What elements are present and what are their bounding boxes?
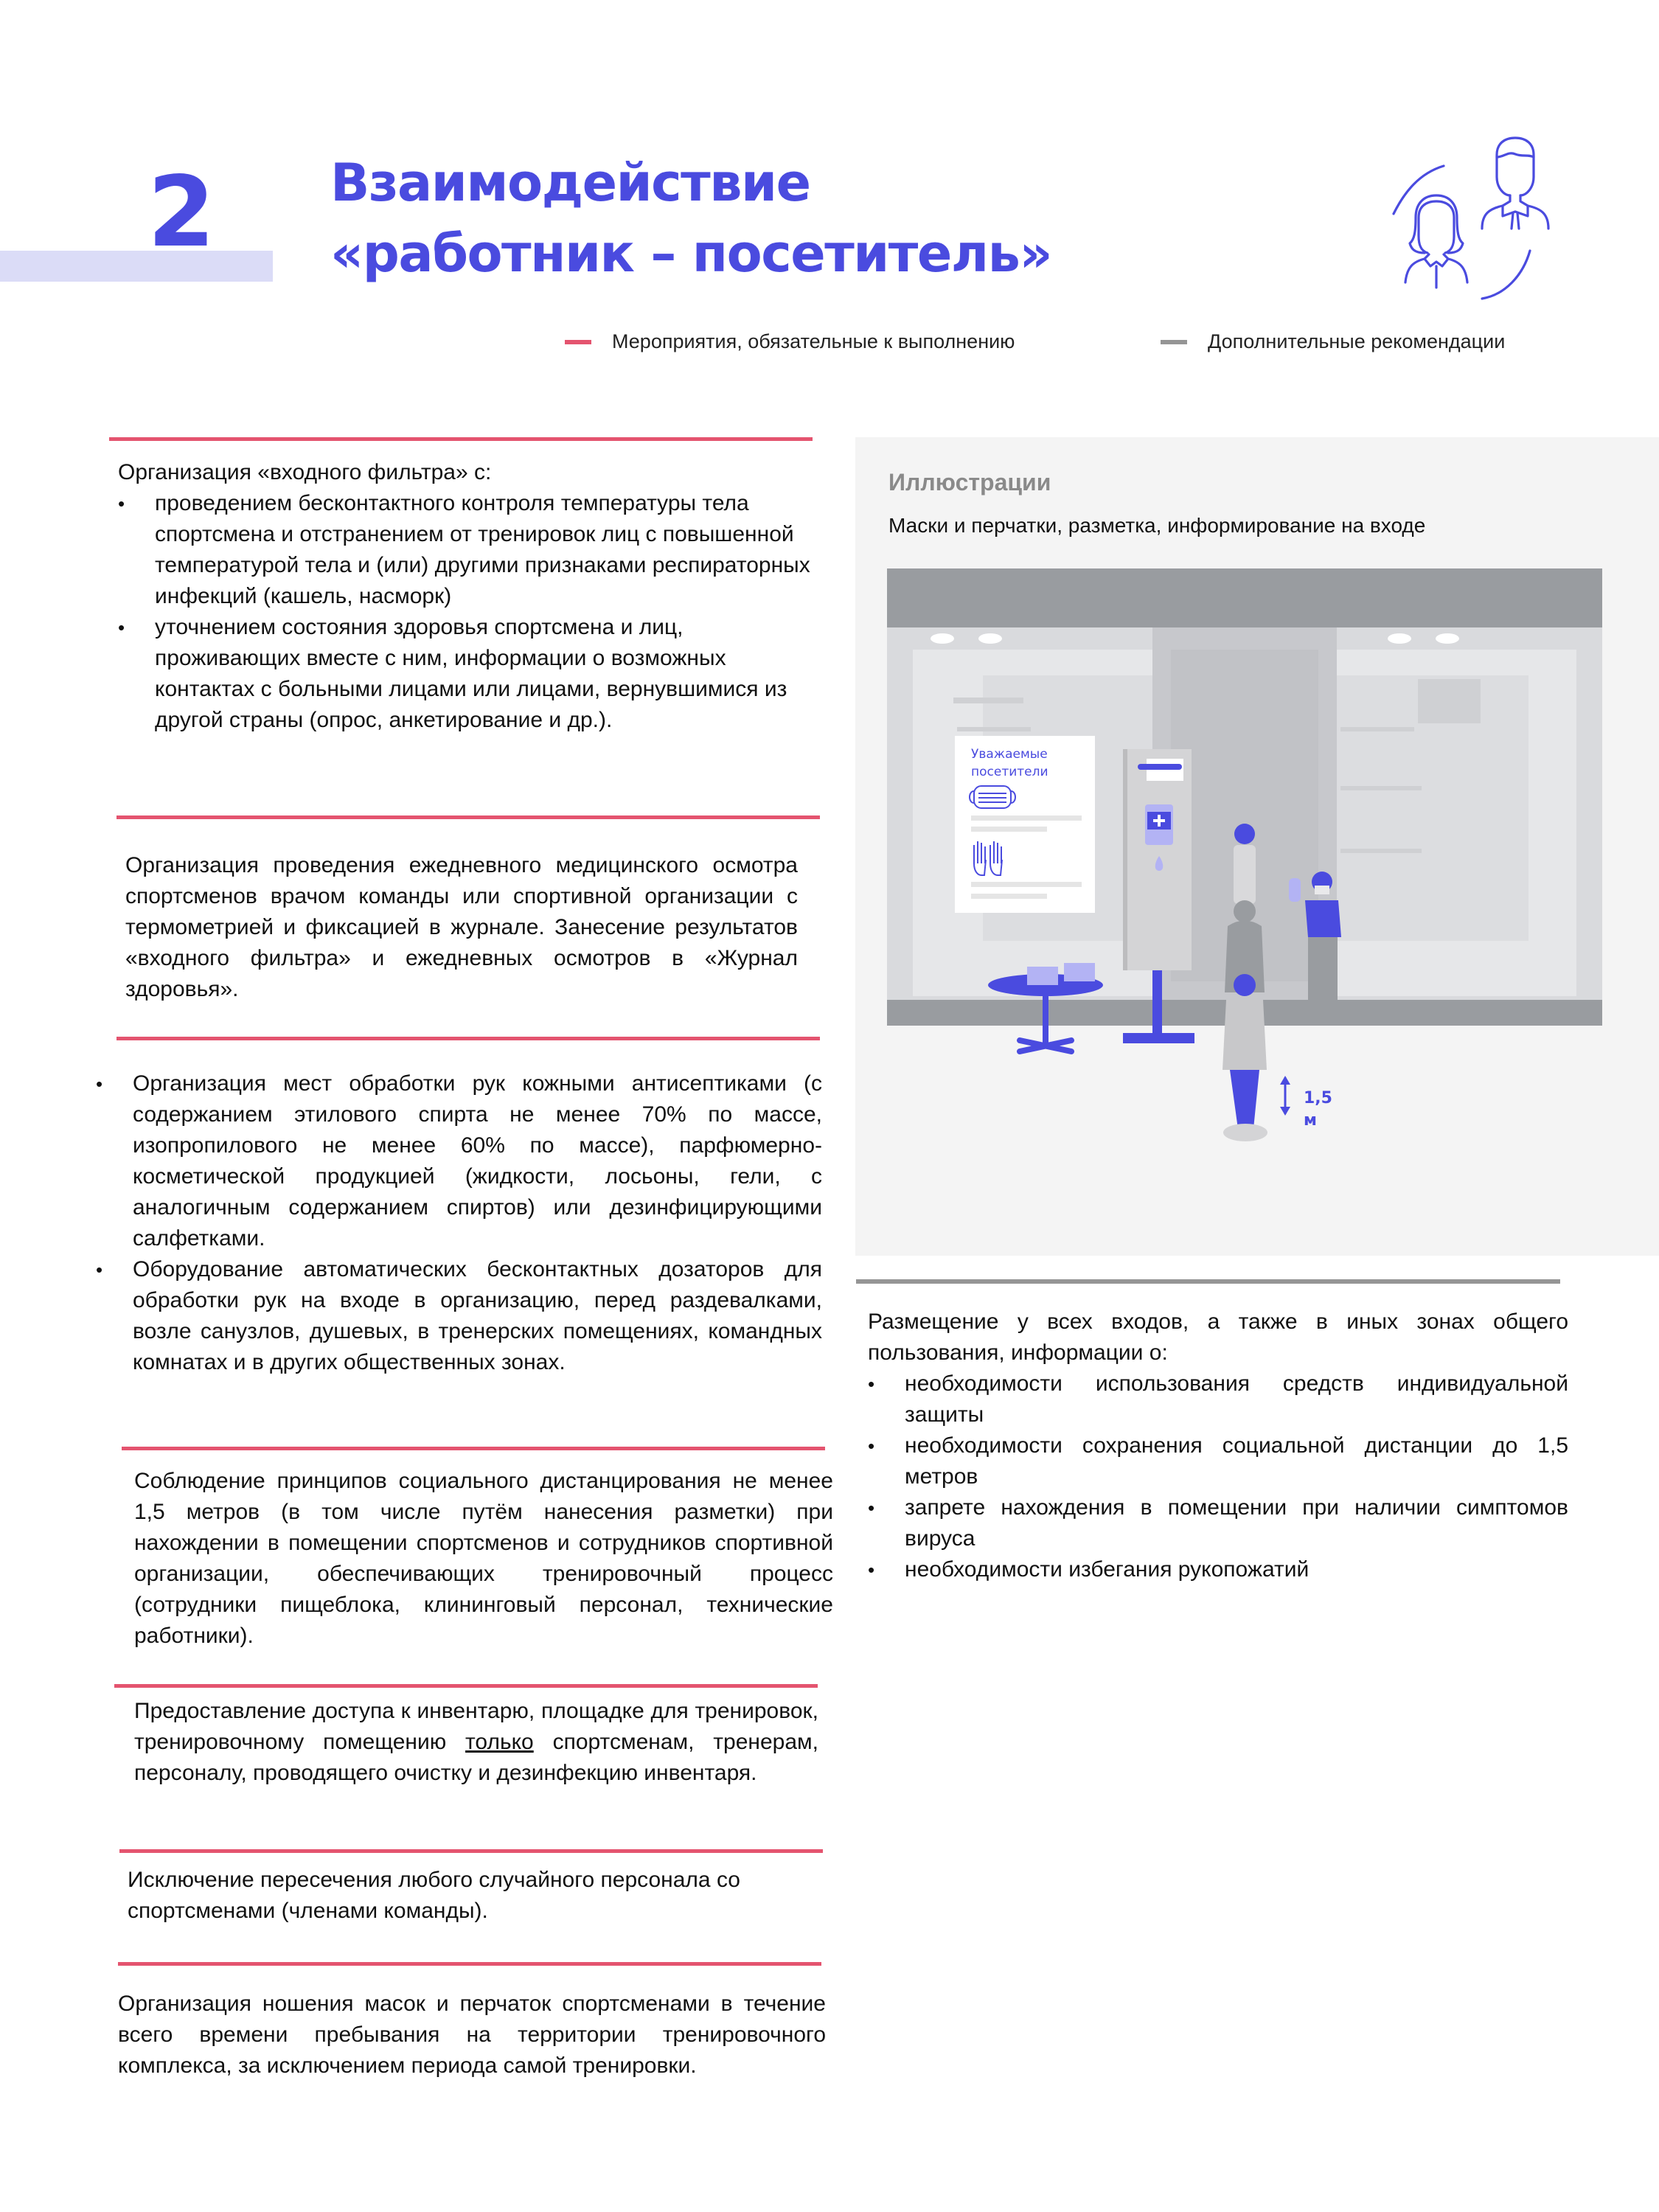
entry-filter-block	[118, 457, 811, 736]
masks-block: Организация ношения масок и перчаток спортсменами в течение всего времени пребывания на территории тренировочного комплекса, за исключением периода самой тренировки.	[118, 1992, 826, 2078]
awning	[887, 568, 1602, 627]
mandatory-divider	[119, 1849, 823, 1853]
list-item: • проведением бесконтактного контроля температуры тела спортсмена и отстранением от тренировок лиц с повышенной температурой тела и (или) другими признаками респираторных инфекций (кашель, насморк)	[118, 488, 811, 612]
access-text-before: Предоставление доступа к инвентарю, площадке для тренировок, тренировочному помещению	[134, 1699, 818, 1754]
stand-base	[1123, 1033, 1194, 1043]
distance-value: 1,5	[1304, 1089, 1332, 1107]
cycle-arc-bottom-icon	[1482, 251, 1530, 299]
additional-divider	[856, 1279, 1560, 1284]
man-icon	[1482, 138, 1548, 229]
page-title-line1: Взаимодействие	[330, 153, 810, 213]
entrance-illustration	[887, 568, 1602, 1203]
poster-title-line2: посетители	[971, 765, 1048, 779]
legend-mandatory	[565, 330, 1015, 353]
access-block	[134, 1696, 818, 1789]
poster-text-line	[971, 827, 1047, 832]
mandatory-divider	[109, 437, 813, 441]
social-distancing-block: Соблюдение принципов социального дистанцирования не менее 1,5 метров (в том числе путём нанесения разметки) при нахождении в помещении спортсменов и сотрудников спортивной организации, обеспечивающих тренировочный процесс (сотрудники пищеблока, клининговый персонал, технические работники).	[134, 1469, 833, 1648]
legend-additional-label: Дополнительные рекомендации	[1208, 330, 1506, 352]
list-item: • запрете нахождения в помещении при наличии симптомов вируса	[868, 1492, 1568, 1554]
access-text-after: спортсменам, тренерам, персоналу, проводящего очистку и дезинфекцию инвентаря.	[134, 1730, 818, 1785]
list-item: • уточнением состояния здоровья спортсмена и лиц, проживающих вместе с ним, информации о возможных контактах с больными лицами или лицами, вернувшимися из другой страны (опрос, анкетирование и др.).	[118, 612, 811, 736]
illustrations-title: Иллюстрации	[888, 469, 1051, 495]
access-text-emphasis: только	[465, 1730, 534, 1754]
worker-visitor-interaction-icon	[1349, 122, 1571, 321]
hand-sanitizing-block	[96, 1068, 822, 1378]
legend-mandatory-swatch	[565, 340, 591, 344]
mask-box	[1027, 967, 1058, 985]
mandatory-divider	[118, 1962, 821, 1966]
mandatory-divider	[116, 815, 820, 819]
list-item: • необходимости сохранения социальной дистанции до 1,5 метров	[868, 1430, 1568, 1492]
no-crossing-block: Исключение пересечения любого случайного персонала со спортсменами (членами команды).	[128, 1868, 740, 1923]
medical-exam-block: Организация проведения ежедневного медицинского осмотра спортсменов врачом команды или спортивной организации с термометрией и фиксацией в журнале. Занесение результатов «входного фильтра» и ежедневных осмотров в «Журнал здоровья».	[125, 853, 798, 1001]
mandatory-divider	[114, 1684, 818, 1688]
illustrations-subtitle: Маски и перчатки, разметка, информирование на входе	[888, 514, 1426, 537]
entry-filter-list	[118, 488, 811, 736]
poster-text-line	[971, 882, 1082, 887]
table-leg	[1043, 992, 1048, 1046]
information-intro: Размещение у всех входов, а также в иных зонах общего пользования, информации о:	[868, 1310, 1568, 1365]
section-number-bar	[0, 251, 273, 282]
glove-box	[1064, 963, 1095, 981]
information-list	[868, 1368, 1568, 1585]
poster-text-line	[971, 894, 1047, 899]
floor-marker	[1223, 1124, 1267, 1141]
legend-additional-swatch	[1161, 340, 1187, 344]
person-in-queue-far	[1234, 824, 1256, 904]
stop-hand-icon	[1289, 878, 1301, 902]
mandatory-divider	[122, 1447, 825, 1450]
list-item: • необходимости использования средств индивидуальной защиты	[868, 1368, 1568, 1430]
legend-additional	[1161, 330, 1505, 353]
section-number: 2	[147, 156, 214, 269]
list-item: • необходимости избегания рукопожатий	[868, 1554, 1568, 1585]
distance-unit: м	[1304, 1111, 1317, 1130]
poster-title-line1: Уважаемые	[971, 747, 1048, 762]
poster-text-line	[971, 815, 1082, 821]
information-block	[868, 1307, 1568, 1585]
mandatory-divider	[116, 1037, 820, 1040]
page-title-line2: «работник – посетитель»	[330, 223, 1052, 284]
legend-mandatory-label: Мероприятия, обязательные к выполнению	[612, 330, 1015, 352]
entry-filter-intro: Организация «входного фильтра» с:	[118, 460, 492, 484]
stand-pole	[1152, 970, 1162, 1033]
list-item: • Организация мест обработки рук кожными антисептиками (с содержанием этилового спирта не менее 70% по массе, изопропилового не менее 60% по массе), парфюмерно-косметической продукцией (жидкости, лосьоны, гели, с аналогичным содержанием спиртов) или дезинфицирующими салфетками.	[96, 1068, 822, 1254]
hand-sanitizing-list	[96, 1068, 822, 1378]
page-title	[330, 147, 1051, 289]
woman-icon	[1405, 195, 1467, 288]
list-item: • Оборудование автоматических бесконтактных дозаторов для обработки рук на входе в организацию, перед раздевалками, возле санузлов, душевых, в тренерских помещениях, командных комнатах и в других общественных зонах.	[96, 1254, 822, 1378]
